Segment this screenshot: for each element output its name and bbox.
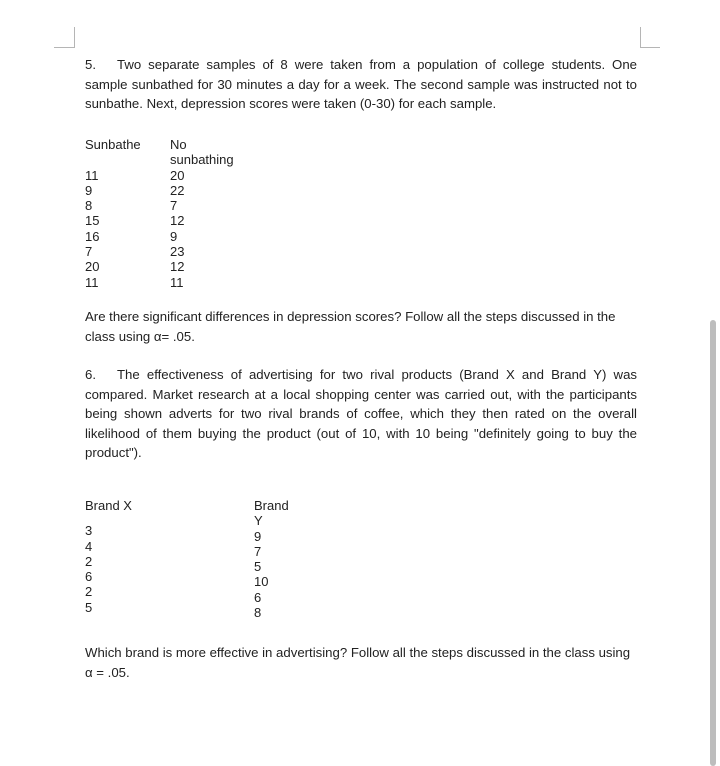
question-5-text: 5. Two separate samples of 8 were taken from a population of college students. One sample sunbathed for 30 minutes a day for a week. The second sample was instructed not to sunbathe. Next, depression scores were taken (0-30) for each sample. xyxy=(85,57,637,111)
brand-x-column xyxy=(85,498,132,615)
table-cell: 12 xyxy=(170,213,185,229)
table-cell: 20 xyxy=(170,167,185,183)
brand-y-header-line1: Brand xyxy=(254,498,289,513)
brand-x-header: Brand X xyxy=(85,498,132,513)
no-sunbathing-header-line2: sunbathing xyxy=(170,152,234,168)
table-cell: 16 xyxy=(85,228,100,244)
table-cell: 11 xyxy=(85,167,99,183)
question-5-number: 5. xyxy=(85,57,96,72)
table-cell: 11 xyxy=(170,274,184,290)
table-cell: 7 xyxy=(85,244,93,260)
table-cell: 5 xyxy=(85,599,93,615)
table-cell: 5 xyxy=(254,559,262,575)
brand-y-column xyxy=(254,498,289,620)
sunbathe-column xyxy=(85,137,141,290)
table-cell: 23 xyxy=(170,244,185,260)
table-cell: 9 xyxy=(85,182,93,198)
table-cell: 4 xyxy=(85,538,93,554)
no-sunbathing-header-line1: No xyxy=(170,137,187,152)
table-cell: 9 xyxy=(254,528,262,544)
table-cell: 8 xyxy=(85,198,93,214)
table-cell: 3 xyxy=(85,523,93,539)
table-cell: 15 xyxy=(85,213,100,229)
brand-y-header-line2: Y xyxy=(254,513,263,529)
table-cell: 2 xyxy=(85,553,93,569)
table-cell: 10 xyxy=(254,574,269,590)
question-5-prompt: Are there significant differences in depression scores? Follow all the steps discussed in the class using α= .05. xyxy=(85,309,616,344)
question-6-text: 6. The effectiveness of advertising for two rival products (Brand X and Brand Y) was compared. Market research at a local shopping center was carried out, with the participants being shown adverts for two rival brands of coffee, which they then rated on the overall likelihood of them buying the product (out of 10, with 10 being "definitely going to buy the product"). xyxy=(85,367,637,460)
table-cell: 6 xyxy=(254,589,262,605)
table-cell: 6 xyxy=(85,569,93,585)
table-cell: 7 xyxy=(254,543,262,559)
table-cell: 11 xyxy=(85,274,99,290)
table-cell: 7 xyxy=(170,198,178,214)
table-cell: 20 xyxy=(85,259,100,275)
question-6-prompt: Which brand is more effective in advertising? Follow all the steps discussed in the class using α = .05. xyxy=(85,645,631,680)
table-cell: 2 xyxy=(85,584,93,600)
vertical-scrollbar[interactable] xyxy=(710,320,716,766)
no-sunbathing-column xyxy=(170,137,234,290)
question-6-number: 6. xyxy=(85,367,96,382)
table-cell: 8 xyxy=(254,605,262,621)
table-cell: 22 xyxy=(170,182,185,198)
table-cell: 9 xyxy=(170,228,178,244)
sunbathe-header: Sunbathe xyxy=(85,137,141,152)
table-cell: 12 xyxy=(170,259,185,275)
